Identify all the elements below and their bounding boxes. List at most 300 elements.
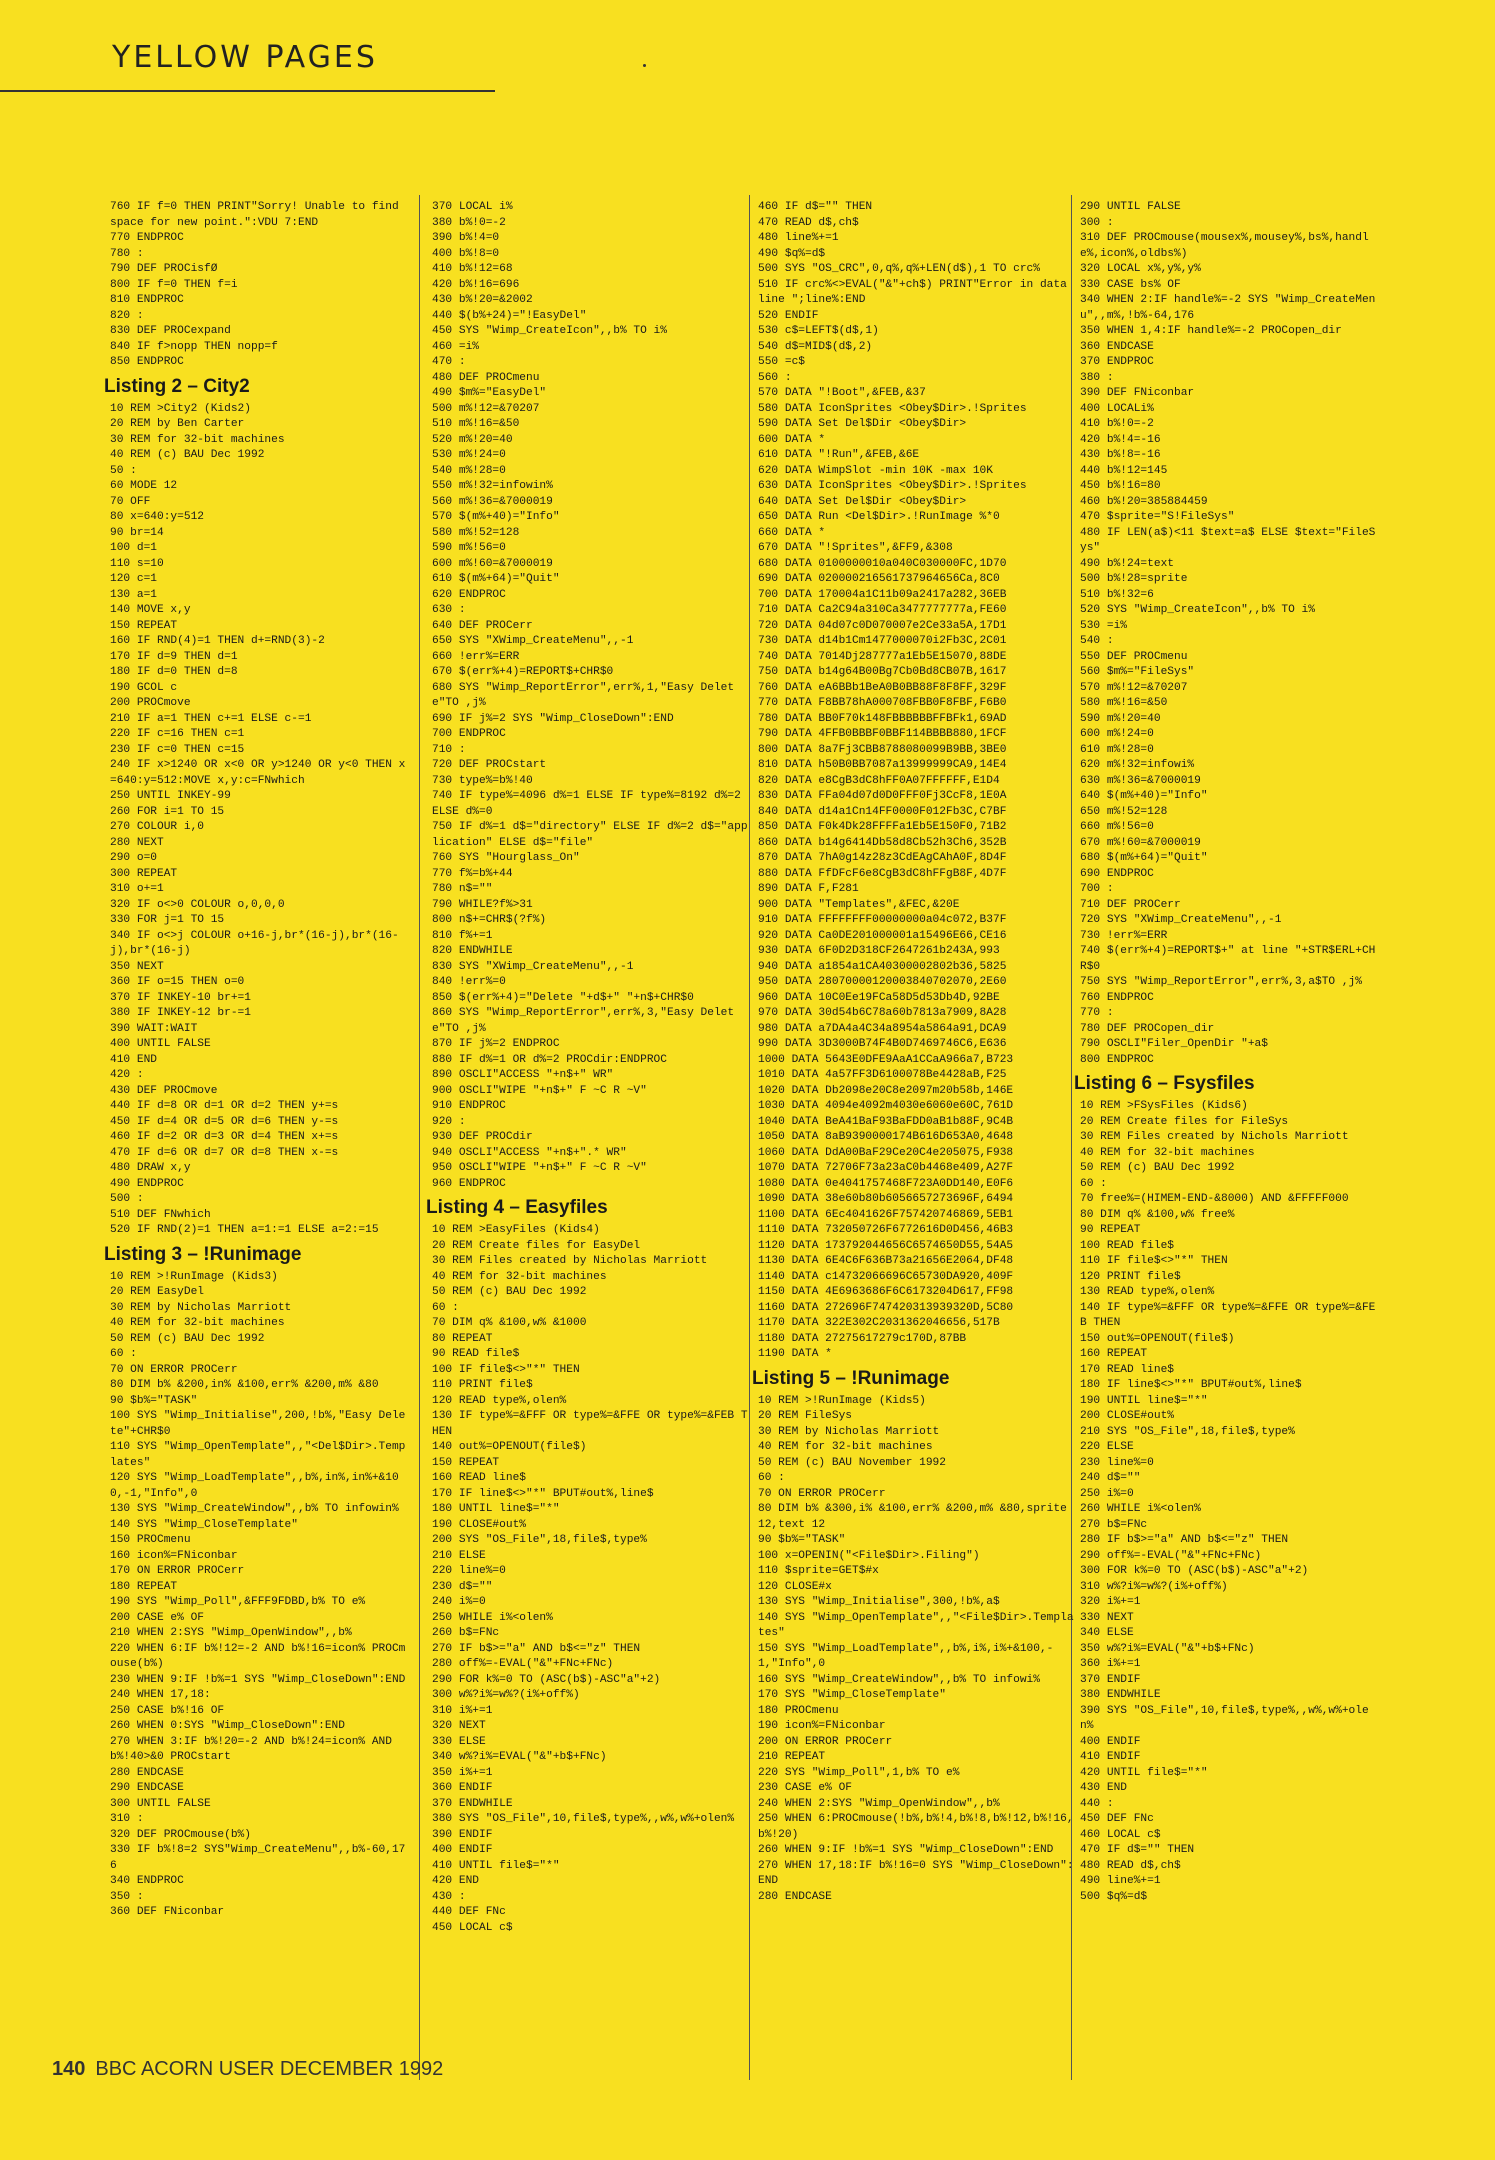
- code-line: 230 WHEN 9:IF !b%=1 SYS "Wimp_CloseDown":END: [110, 1673, 406, 1686]
- code-line: 210 WHEN 2:SYS "Wimp_OpenWindow",,b%: [110, 1627, 352, 1639]
- code-line: 460 LOCAL c$: [1080, 1828, 1161, 1841]
- code-line: 230 CASE e% OF: [758, 1782, 852, 1794]
- code-line: 330 NEXT: [1080, 1611, 1134, 1624]
- code-line: 360 DEF FNiconbar: [110, 1906, 225, 1918]
- code-line: 60 :: [758, 1472, 785, 1484]
- code-line: 360 ENDCASE: [1080, 340, 1154, 353]
- code-line: 60 :: [432, 1301, 459, 1314]
- code-line: 1140 DATA c14732066696C65730DA920,409F: [758, 1270, 1014, 1283]
- code-line: 650 SYS "XWimp_CreateMenu",,-1: [432, 635, 634, 647]
- code-line: 1120 DATA 173792044656C6574650D55,54A5: [758, 1239, 1014, 1252]
- code-line: 680 $(m%+64)="Quit": [1080, 852, 1208, 864]
- code-line: 470 :: [432, 356, 466, 368]
- code-line: 100 IF file$<>"*" THEN: [432, 1363, 580, 1376]
- code-line: 170 IF d=9 THEN d=1: [110, 650, 238, 663]
- code-line: 80 x=640:y=512: [110, 511, 204, 523]
- code-line: 790 DATA 4FFB0BBBF0BBF114BBBB880,1FCF: [758, 728, 1007, 740]
- code-line: 40 REM for 32-bit machines: [758, 1441, 933, 1453]
- code-line: 180 REPEAT: [110, 1580, 178, 1593]
- code-line: 50 :: [110, 464, 137, 477]
- code-line: 530 =i%: [1080, 619, 1127, 632]
- code-line: 870 DATA 7hA0g14z28z3CdEAgCAhA0F,8D4F: [758, 852, 1007, 864]
- code-line: 530 c$=LEFT$(d$,1): [758, 325, 879, 337]
- code-line: 70 DIM q% &100,w% &1000: [432, 1317, 587, 1329]
- code-line: 1180 DATA 27275617279c170D,87BB: [758, 1332, 967, 1345]
- code-line: 310 o+=1: [110, 883, 164, 895]
- code-line: 840 DATA d14a1Cn14FF0000F012Fb3C,C7BF: [758, 805, 1007, 818]
- code-line: 230 IF c=0 THEN c=15: [110, 743, 245, 756]
- code-line: 960 DATA 10C0Ee19FCa58D5d53Db4D,92BE: [758, 991, 1000, 1004]
- code-line: 640 DATA Set Del$Dir <Obey$Dir>: [758, 495, 967, 508]
- code-line: 630 DATA IconSprites <Obey$Dir>.!Sprites: [758, 480, 1027, 492]
- code-line: 880 DATA FfDFcF6e8CgB3dC8hFFgB8F,4D7F: [758, 867, 1007, 880]
- code-line: 40 REM for 32-bit machines: [110, 1317, 285, 1329]
- code-line: 240 WHEN 2:SYS "Wimp_OpenWindow",,b%: [758, 1797, 1000, 1810]
- code-line: 470 IF d$="" THEN: [1080, 1844, 1195, 1856]
- publication-name: BBC ACORN USER DECEMBER 1992: [95, 2058, 444, 2080]
- code-line: 570 $(m%+40)="Info": [432, 511, 560, 523]
- code-line: 40 REM for 32-bit machines: [432, 1270, 607, 1283]
- code-line: 430 b%!20=&2002: [432, 294, 533, 306]
- code-line: 740 $(err%+4)=REPORT$+" at line "+STR$ERL+CHR$0: [1080, 945, 1376, 973]
- code-line: 270 IF b$>="a" AND b$<="z" THEN: [432, 1642, 641, 1655]
- code-line: 740 IF type%=4096 d%=1 ELSE IF type%=8192 d%=2 ELSE d%=0: [432, 790, 748, 818]
- code-line: 220 IF c=16 THEN c=1: [110, 728, 245, 740]
- code-line: 250 UNTIL INKEY-99: [110, 790, 231, 802]
- column-divider: [419, 195, 420, 2080]
- code-line: 500 m%!12=&70207: [432, 402, 540, 415]
- listing-column-4: [1074, 200, 1380, 1905]
- code-line: 360 ENDIF: [432, 1782, 493, 1794]
- code-line: 260 b$=FNc: [432, 1627, 500, 1639]
- code-line: 170 READ line$: [1080, 1363, 1174, 1376]
- code-line: 490 $m%="EasyDel": [432, 387, 547, 399]
- code-line: 360 i%+=1: [1080, 1658, 1141, 1670]
- code-line: 470 READ d$,ch$: [758, 216, 859, 229]
- code-line: 320 i%+=1: [1080, 1596, 1141, 1608]
- code-line: 690 ENDPROC: [1080, 867, 1154, 880]
- code-line: 540 d$=MID$(d$,2): [758, 340, 873, 353]
- code-line: 260 WHEN 0:SYS "Wimp_CloseDown":END: [110, 1720, 345, 1732]
- code-line: 780 :: [110, 247, 144, 260]
- code-line: 270 COLOUR i,0: [110, 821, 204, 833]
- code-line: 420 b%!4=-16: [1080, 433, 1161, 446]
- code-line: 620 ENDPROC: [432, 588, 506, 601]
- code-line: 210 IF a=1 THEN c+=1 ELSE c-=1: [110, 712, 312, 725]
- code-line: 80 DIM b% &300,i% &100,err% &200,m% &80,sprite 12,text 12: [758, 1503, 1074, 1531]
- code-line: 250 WHILE i%<olen%: [432, 1611, 553, 1624]
- code-line: 700 :: [1080, 883, 1114, 895]
- code-line: 380 :: [1080, 371, 1114, 384]
- code-line: 720 DEF PROCstart: [432, 759, 547, 771]
- code-line: 970 DATA 30d54b6C78a60b7813a7909,8A28: [758, 1007, 1007, 1019]
- code-line: 370 ENDWHILE: [432, 1797, 513, 1810]
- code-line: 390 DEF FNiconbar: [1080, 387, 1195, 399]
- code-line: 160 icon%=FNiconbar: [110, 1549, 238, 1562]
- code-line: 350 NEXT: [110, 960, 164, 973]
- code-line: 1150 DATA 4E6963686F6C6173204D617,FF98: [758, 1286, 1014, 1298]
- code-line: 580 m%!16=&50: [1080, 697, 1168, 709]
- code-line: 930 DEF PROCdir: [432, 1131, 533, 1143]
- code-line: 780 DATA BB0F70k148FBBBBBBFFBFk1,69AD: [758, 712, 1007, 725]
- code-line: 270 WHEN 17,18:IF b%!16=0 SYS "Wimp_CloseDown":END: [758, 1859, 1074, 1887]
- code-line: 150 out%=OPENOUT(file$): [1080, 1332, 1235, 1345]
- code-line: 600 m%!24=0: [1080, 728, 1154, 740]
- code-line: 430 :: [432, 1890, 466, 1903]
- code-line: 590 m%!20=40: [1080, 712, 1161, 725]
- code-line: 200 CLOSE#out%: [1080, 1410, 1174, 1422]
- code-line: 200 CASE e% OF: [110, 1611, 204, 1624]
- code-line: 780 DEF PROCopen_dir: [1080, 1022, 1215, 1035]
- code-line: 370 ENDIF: [1080, 1673, 1141, 1686]
- code-line: 750 SYS "Wimp_ReportError",err%,3,a$TO ,j%: [1080, 976, 1362, 988]
- code-line: 450 IF d=4 OR d=5 OR d=6 THEN y-=s: [110, 1115, 339, 1128]
- code-line: 330 IF b%!8=2 SYS"Wimp_CreateMenu",,b%-60,176: [110, 1844, 406, 1872]
- code-line: 10 REM >!RunImage (Kids5): [758, 1394, 926, 1407]
- code-line: 620 m%!32=infowi%: [1080, 759, 1195, 771]
- code-line: 480 DEF PROCmenu: [432, 371, 540, 384]
- code-line: 860 SYS "Wimp_ReportError",err%,3,"Easy Delete"TO ,j%: [432, 1007, 735, 1035]
- code-line: 670 m%!60=&7000019: [1080, 836, 1201, 849]
- code-line: 740 DATA 7014Dj287777a1Eb5E15070,88DE: [758, 650, 1007, 663]
- code-line: 1030 DATA 4094e4092m4030e6060e60C,761D: [758, 1100, 1014, 1112]
- code-line: 520 IF RND(2)=1 THEN a=1:=1 ELSE a=2:=15: [110, 1224, 379, 1236]
- code-line: 10 REM >FSysFiles (Kids6): [1080, 1100, 1248, 1112]
- code-line: 240 WHEN 17,18:: [110, 1689, 211, 1701]
- code-line: 100 SYS "Wimp_Initialise",200,!b%,"Easy Delete"+CHR$0: [110, 1410, 406, 1438]
- code-line: 180 IF line$<>"*" BPUT#out%,line$: [1080, 1379, 1302, 1391]
- code-line: 520 m%!20=40: [432, 433, 513, 446]
- code-line: 590 m%!56=0: [432, 542, 506, 554]
- code-line: 300 :: [1080, 216, 1114, 229]
- code-line: 370 LOCAL i%: [432, 201, 513, 213]
- code-line: 70 ON ERROR PROCerr: [758, 1487, 886, 1500]
- code-line: 300 w%?i%=w%?(i%+off%): [432, 1689, 580, 1701]
- code-line: 180 UNTIL line$="*": [432, 1503, 560, 1515]
- code-line: 120 PRINT file$: [1080, 1270, 1181, 1283]
- code-line: 840 IF f>nopp THEN nopp=f: [110, 340, 278, 353]
- code-line: 680 SYS "Wimp_ReportError",err%,1,"Easy Delete"TO ,j%: [432, 681, 735, 709]
- code-line: 550 =c$: [758, 356, 805, 368]
- code-line: 170 IF line$<>"*" BPUT#out%,line$: [432, 1487, 654, 1500]
- code-line: 630 :: [432, 604, 466, 616]
- code-line: 510 m%!16=&50: [432, 418, 520, 430]
- code-line: 130 SYS "Wimp_CreateWindow",,b% TO infowin%: [110, 1503, 399, 1515]
- code-line: 250 WHEN 6:PROCmouse(!b%,b%!4,b%!8,b%!12,b%!16,b%!20): [758, 1813, 1074, 1841]
- code-line: 210 REPEAT: [758, 1751, 826, 1763]
- code-line: 570 DATA "!Boot",&FEB,&37: [758, 387, 926, 399]
- code-line: 480 IF LEN(a$)<11 $text=a$ ELSE $text="FileSys": [1080, 526, 1376, 554]
- code-line: 460 IF d$="" THEN: [758, 201, 873, 213]
- code-line: 540 m%!28=0: [432, 464, 506, 477]
- code-line: 130 a=1: [110, 588, 157, 601]
- code-line: 130 SYS "Wimp_Initialise",300,!b%,a$: [758, 1596, 1000, 1608]
- code-line: 20 REM Create files for FileSys: [1080, 1115, 1289, 1128]
- code-line: 330 ELSE: [432, 1735, 486, 1748]
- code-line: 650 m%!52=128: [1080, 805, 1168, 818]
- code-line: 70 ON ERROR PROCerr: [110, 1363, 238, 1376]
- code-line: 120 c=1: [110, 573, 157, 585]
- code-line: 410 ENDIF: [1080, 1751, 1141, 1763]
- code-line: 410 END: [110, 1053, 157, 1066]
- code-line: 560 m%!36=&7000019: [432, 495, 553, 508]
- code-line: 180 IF d=0 THEN d=8: [110, 666, 238, 678]
- code-line: 120 READ type%,olen%: [432, 1394, 567, 1407]
- code-line: 730 DATA d14b1Cm1477000070i2Fb3C,2C01: [758, 635, 1007, 647]
- code-line: 660 !err%=ERR: [432, 650, 520, 663]
- code-line: 190 icon%=FNiconbar: [758, 1720, 886, 1732]
- code-line: 60 MODE 12: [110, 480, 178, 492]
- code-line: 500 b%!28=sprite: [1080, 573, 1188, 585]
- code-line: 350 WHEN 1,4:IF handle%=-2 PROCopen_dir: [1080, 325, 1342, 337]
- code-line: 480 line%+=1: [758, 232, 839, 244]
- code-line: 20 REM EasyDel: [110, 1286, 204, 1298]
- code-line: 350 i%+=1: [432, 1766, 493, 1779]
- code-line: 790 WHILE?f%>31: [432, 898, 533, 911]
- code-line: 490 b%!24=text: [1080, 557, 1174, 570]
- code-line: 390 SYS "OS_File",10,file$,type%,,w%,w%+olen%: [1080, 1704, 1369, 1732]
- code-line: 230 line%=0: [1080, 1456, 1154, 1469]
- code-line: 30 REM for 32-bit machines: [110, 433, 285, 446]
- code-line: 470 $sprite="S!FileSys": [1080, 511, 1235, 523]
- code-line: 690 DATA 020000216561737964656Ca,8C0: [758, 573, 1000, 585]
- code-line: 1160 DATA 272696F747420313939320D,5C80: [758, 1301, 1014, 1314]
- code-line: 340 w%?i%=EVAL("&"+b$+FNc): [432, 1751, 607, 1763]
- code-line: 330 CASE bs% OF: [1080, 278, 1181, 291]
- code-line: 140 MOVE x,y: [110, 604, 191, 616]
- code-line: 190 UNTIL line$="*": [1080, 1394, 1208, 1407]
- code-line: 770 ENDPROC: [110, 232, 184, 244]
- code-line: 780 n$="": [432, 883, 493, 895]
- code-line: 360 IF o=15 THEN o=0: [110, 976, 245, 988]
- code-line: 380 SYS "OS_File",10,file$,type%,,w%,w%+olen%: [432, 1813, 735, 1825]
- header-dot: [643, 64, 646, 67]
- listing-heading: Listing 5 – !Runimage: [752, 1367, 950, 1389]
- code-line: 950 DATA 28070000120003840702070,2E60: [758, 976, 1007, 988]
- code-line: 280 off%=-EVAL("&"+FNc+FNc): [432, 1658, 614, 1670]
- code-line: 50 REM (c) BAU November 1992: [758, 1456, 946, 1469]
- code-line: 690 IF j%=2 SYS "Wimp_CloseDown":END: [432, 712, 674, 725]
- code-line: 290 o=0: [110, 852, 157, 864]
- code-line: 840 !err%=0: [432, 976, 506, 988]
- code-line: 910 DATA FFFFFFFF00000000a04c072,B37F: [758, 914, 1007, 926]
- code-line: 430 DEF PROCmove: [110, 1084, 218, 1097]
- code-line: 90 $b%="TASK": [110, 1394, 198, 1407]
- code-line: 220 SYS "Wimp_Poll",1,b% TO e%: [758, 1766, 960, 1779]
- code-line: 850 $(err%+4)="Delete "+d$+" "+n$+CHR$0: [432, 991, 694, 1004]
- code-line: 90 br=14: [110, 526, 164, 539]
- code-line: 340 ELSE: [1080, 1627, 1134, 1639]
- code-line: 170 SYS "Wimp_CloseTemplate": [758, 1689, 946, 1701]
- code-line: 750 DATA b14g64B00Bg7Cb0Bd8CB07B,1617: [758, 666, 1007, 678]
- code-line: 510 b%!32=6: [1080, 588, 1154, 601]
- code-line: 560 $m%="FileSys": [1080, 666, 1195, 678]
- code-line: 460 =i%: [432, 340, 479, 353]
- code-line: 440 :: [1080, 1797, 1114, 1810]
- code-line: 70 OFF: [110, 495, 151, 508]
- code-line: 110 $sprite=GET$#x: [758, 1565, 879, 1577]
- code-line: 370 IF INKEY-10 br+=1: [110, 991, 251, 1004]
- code-line: 40 REM (c) BAU Dec 1992: [110, 449, 265, 461]
- code-line: 240 i%=0: [432, 1596, 486, 1608]
- code-line: 400 ENDIF: [432, 1844, 493, 1856]
- code-line: 600 DATA *: [758, 433, 826, 446]
- code-line: 290 FOR k%=0 TO (ASC(b$)-ASC"a"+2): [432, 1673, 661, 1686]
- code-line: 870 IF j%=2 ENDPROC: [432, 1038, 560, 1050]
- code-line: 80 REPEAT: [432, 1332, 493, 1345]
- code-line: 400 ENDIF: [1080, 1735, 1141, 1748]
- code-line: 370 ENDPROC: [1080, 356, 1154, 368]
- code-line: 810 DATA h50B0BB7087a13999999CA9,14E4: [758, 759, 1007, 771]
- code-line: 250 i%=0: [1080, 1487, 1134, 1500]
- code-line: 30 REM by Nicholas Marriott: [758, 1425, 940, 1438]
- code-line: 90 REPEAT: [1080, 1224, 1141, 1236]
- code-line: 240 IF x>1240 OR x<0 OR y>1240 OR y<0 THEN x=640:y=512:MOVE x,y:c=FNwhich: [110, 759, 406, 787]
- code-line: 1060 DATA DdA00BaF29Ce20C4e205075,F938: [758, 1146, 1014, 1159]
- code-line: 340 ENDPROC: [110, 1875, 184, 1887]
- code-line: 770 f%=b%+44: [432, 867, 513, 880]
- code-line: 800 n$+=CHR$(?f%): [432, 914, 547, 926]
- code-line: 340 IF o<>j COLOUR o+16-j,br*(16-j),br*(16-j),br*(16-j): [110, 929, 399, 957]
- code-line: 250 CASE b%!16 OF: [110, 1704, 225, 1717]
- code-line: 410 UNTIL file$="*": [432, 1859, 560, 1872]
- code-line: 700 DATA 170004a1C11b09a2417a282,36EB: [758, 588, 1007, 601]
- code-line: 120 SYS "Wimp_LoadTemplate",,b%,in%,in%+&100,-1,"Info",0: [110, 1472, 399, 1500]
- code-line: 420 END: [432, 1875, 479, 1887]
- code-line: 500 SYS "OS_CRC",0,q%,q%+LEN(d$),1 TO crc%: [758, 263, 1040, 275]
- code-line: 10 REM >!RunImage (Kids3): [110, 1270, 278, 1283]
- code-line: 410 b%!0=-2: [1080, 418, 1154, 430]
- code-line: 150 PROCmenu: [110, 1534, 191, 1546]
- code-line: 700 ENDPROC: [432, 728, 506, 740]
- code-line: 600 m%!60=&7000019: [432, 557, 553, 570]
- code-line: 390 WAIT:WAIT: [110, 1022, 198, 1035]
- code-line: 960 ENDPROC: [432, 1177, 506, 1190]
- code-line: 450 b%!16=80: [1080, 480, 1161, 492]
- code-line: 200 PROCmove: [110, 697, 191, 709]
- code-line: 1130 DATA 6E4C6F636B73a21656E2064,DF48: [758, 1255, 1014, 1267]
- code-line: 260 WHILE i%<olen%: [1080, 1503, 1201, 1515]
- code-line: 610 m%!28=0: [1080, 743, 1154, 756]
- header-rule: [0, 90, 495, 92]
- code-line: 300 REPEAT: [110, 867, 178, 880]
- code-line: 50 REM (c) BAU Dec 1992: [110, 1332, 265, 1345]
- code-line: 710 DATA Ca2C94a310Ca3477777777a,FE60: [758, 604, 1007, 616]
- code-line: 470 IF d=6 OR d=7 OR d=8 THEN x-=s: [110, 1146, 339, 1159]
- code-line: 820 :: [110, 309, 144, 322]
- code-line: 1100 DATA 6Ec4041626F757420746869,5EB1: [758, 1208, 1014, 1221]
- section-title: YELLOW PAGES: [112, 40, 378, 75]
- code-line: 150 REPEAT: [432, 1456, 500, 1469]
- code-line: 130 IF type%=&FFF OR type%=&FFE OR type%=&FEB THEN: [432, 1410, 748, 1438]
- code-line: 1010 DATA 4a57FF3D6100078Be4428aB,F25: [758, 1069, 1007, 1081]
- code-line: 160 REPEAT: [1080, 1348, 1148, 1360]
- code-line: 390 ENDIF: [432, 1828, 493, 1841]
- code-line: 280 ENDCASE: [110, 1766, 184, 1779]
- code-line: 710 :: [432, 743, 466, 756]
- code-line: 500 $q%=d$: [1080, 1890, 1148, 1903]
- code-line: 80 DIM b% &200,in% &100,err% &200,m% &80: [110, 1379, 379, 1391]
- code-line: 610 DATA "!Run",&FEB,&6E: [758, 449, 920, 461]
- code-line: 930 DATA 6F0D2D318CF2647261b243A,993: [758, 945, 1000, 957]
- code-line: 610 $(m%+64)="Quit": [432, 573, 560, 585]
- code-line: 450 DEF FNc: [1080, 1813, 1154, 1825]
- code-line: 50 REM (c) BAU Dec 1992: [1080, 1162, 1235, 1174]
- code-line: 940 DATA a1854a1CA40300002802b36,5825: [758, 960, 1007, 973]
- code-line: 800 DATA 8a7Fj3CBB8788080099B9BB,3BE0: [758, 743, 1007, 756]
- code-line: 240 d$="": [1080, 1472, 1141, 1484]
- code-line: 490 line%+=1: [1080, 1875, 1161, 1887]
- code-line: 760 SYS "Hourglass_On": [432, 852, 580, 864]
- code-line: 440 IF d=8 OR d=1 OR d=2 THEN y+=s: [110, 1100, 339, 1112]
- code-line: 310 i%+=1: [432, 1704, 493, 1717]
- code-line: 140 out%=OPENOUT(file$): [432, 1441, 587, 1453]
- code-line: 620 DATA WimpSlot -min 10K -max 10K: [758, 464, 993, 477]
- code-line: 30 REM Files created by Nichols Marriott: [1080, 1131, 1349, 1143]
- code-line: 590 DATA Set Del$Dir <Obey$Dir>: [758, 418, 967, 430]
- code-line: 400 b%!8=0: [432, 247, 500, 260]
- code-line: 480 DRAW x,y: [110, 1162, 191, 1174]
- code-line: 70 free%=(HIMEM-END-&8000) AND &FFFFF000: [1080, 1193, 1349, 1205]
- code-line: 330 FOR j=1 TO 15: [110, 914, 225, 926]
- code-line: 140 SYS "Wimp_CloseTemplate": [110, 1518, 298, 1531]
- code-line: 40 REM for 32-bit machines: [1080, 1146, 1255, 1159]
- code-line: 800 IF f=0 THEN f=i: [110, 278, 238, 291]
- code-line: 920 :: [432, 1115, 466, 1128]
- code-line: 510 IF crc%<>EVAL("&"+ch$) PRINT"Error in data line ";line%:END: [758, 278, 1074, 306]
- code-line: 500 :: [110, 1193, 144, 1205]
- code-line: 10 REM >City2 (Kids2): [110, 402, 251, 415]
- code-line: 830 SYS "XWimp_CreateMenu",,-1: [432, 960, 634, 973]
- code-line: 680 DATA 0100000010a040C030000FC,1D70: [758, 557, 1007, 570]
- code-line: 160 IF RND(4)=1 THEN d+=RND(3)-2: [110, 635, 325, 647]
- code-line: 1070 DATA 72706F73a23aC0b4468e409,A27F: [758, 1162, 1014, 1174]
- code-line: 380 IF INKEY-12 br-=1: [110, 1007, 251, 1019]
- code-line: 90 READ file$: [432, 1348, 520, 1360]
- code-line: 460 b%!20=385884459: [1080, 495, 1208, 508]
- listing-column-2: [426, 200, 752, 1936]
- code-line: 640 $(m%+40)="Info": [1080, 790, 1208, 802]
- code-line: 810 f%+=1: [432, 929, 493, 942]
- code-line: 110 s=10: [110, 557, 164, 570]
- code-line: 440 b%!12=145: [1080, 464, 1168, 477]
- listing-heading: Listing 2 – City2: [104, 375, 250, 397]
- code-line: 60 :: [1080, 1177, 1107, 1190]
- code-line: 180 PROCmenu: [758, 1704, 839, 1717]
- code-line: 890 DATA F,F281: [758, 883, 859, 895]
- code-line: 490 $q%=d$: [758, 247, 826, 260]
- code-line: 990 DATA 3D3000B74F4B0D7469746C6,E636: [758, 1038, 1007, 1050]
- code-line: 1110 DATA 732050726F6772616D0D456,46B3: [758, 1224, 1014, 1236]
- code-line: 390 b%!4=0: [432, 232, 500, 244]
- code-line: 220 ELSE: [1080, 1441, 1134, 1453]
- code-line: 670 DATA "!Sprites",&FF9,&308: [758, 542, 953, 554]
- code-line: 920 DATA Ca0DE201000001a15496E66,CE16: [758, 929, 1007, 942]
- code-line: 760 ENDPROC: [1080, 991, 1154, 1004]
- code-line: 20 REM Create files for EasyDel: [432, 1239, 641, 1252]
- code-line: 300 UNTIL FALSE: [110, 1797, 211, 1810]
- code-line: 260 WHEN 9:IF !b%=1 SYS "Wimp_CloseDown":END: [758, 1844, 1054, 1856]
- code-line: 150 SYS "Wimp_LoadTemplate",,b%,i%,i%+&100,-1,"Info",0: [758, 1642, 1054, 1670]
- code-line: 280 NEXT: [110, 836, 164, 849]
- code-line: 800 ENDPROC: [1080, 1053, 1154, 1066]
- code-line: 720 DATA 04d07c0D070007e2Ce33a5A,17D1: [758, 619, 1007, 632]
- code-line: 310 w%?i%=w%?(i%+off%): [1080, 1580, 1228, 1593]
- code-line: 850 ENDPROC: [110, 356, 184, 368]
- code-line: 350 :: [110, 1890, 144, 1903]
- code-line: 900 DATA "Templates",&FEC,&20E: [758, 898, 960, 911]
- code-line: 720 SYS "XWimp_CreateMenu",,-1: [1080, 914, 1282, 926]
